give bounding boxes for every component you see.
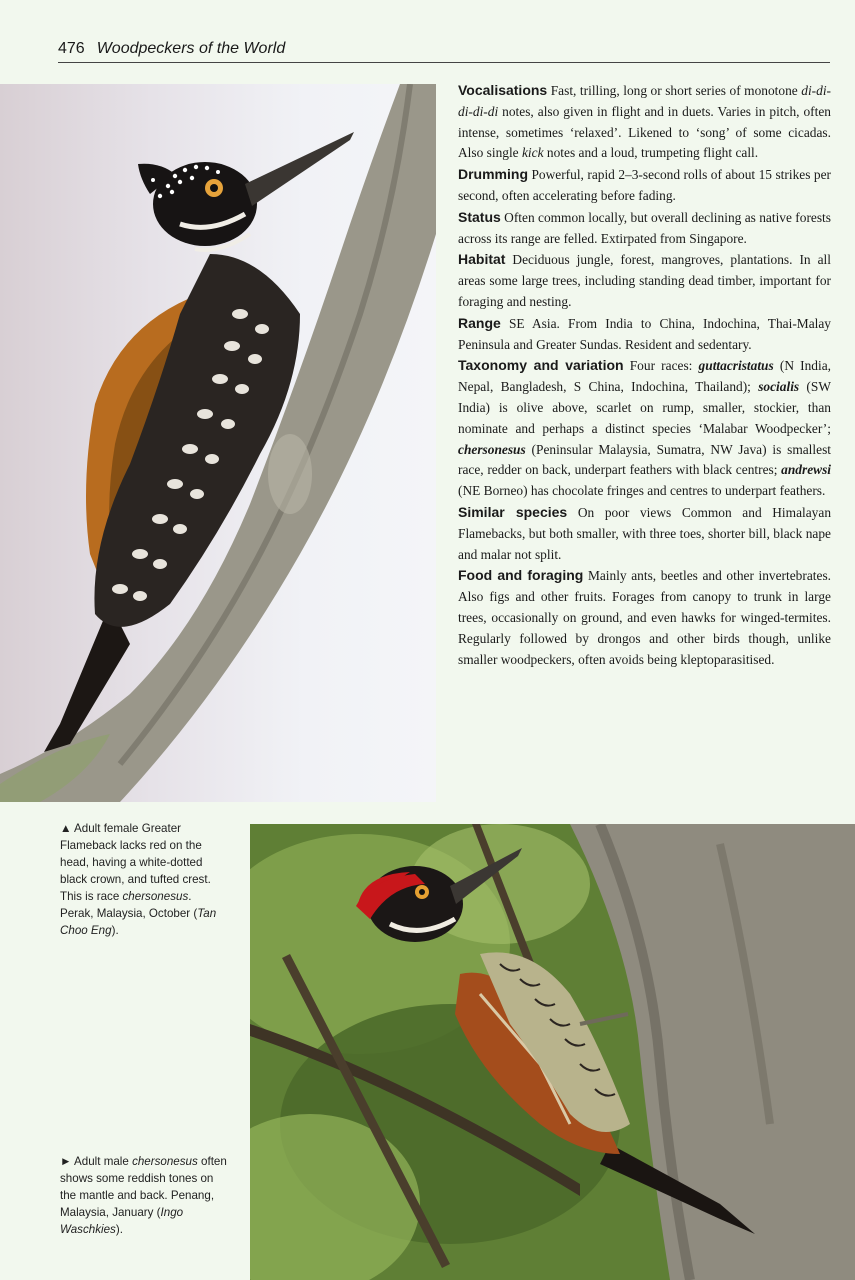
text-run: . Perak, Malaysia, October ( (60, 890, 198, 920)
text-run: di-di-di-di-di (458, 83, 831, 119)
section-status (458, 207, 831, 250)
section-heading: Food and foraging (458, 567, 584, 584)
section-habitat (458, 249, 831, 312)
page-number: 476 (58, 40, 85, 57)
section-heading: Drumming (458, 166, 528, 183)
section-heading: Vocalisations (458, 82, 548, 98)
section-heading: Status (458, 208, 501, 225)
section-heading: Similar species (458, 503, 568, 520)
text-run: socialis (758, 379, 800, 395)
section-range (458, 313, 831, 356)
text-run: chersonesus (132, 1155, 198, 1168)
section-taxonomy (458, 355, 831, 502)
text-run: Four races: (623, 358, 699, 374)
text-run: SE Asia. From India to China, Indochina, Thai-Malay Peninsula and Greater Sundas. Resident and sedentary. (458, 315, 831, 352)
page-header (58, 34, 830, 63)
caption-male-photo (60, 1153, 228, 1238)
text-run: (N India, Nepal, Bangladesh, S China, Indochina, Thailand); (458, 358, 831, 395)
photo-male-chersonesus (250, 824, 855, 1280)
text-run: guttacristatus (698, 358, 774, 374)
text-run: ). (115, 1223, 123, 1236)
section-heading: Habitat (458, 251, 506, 268)
text-run: ► Adult male (60, 1155, 133, 1168)
text-run: ). (111, 924, 119, 937)
caption-female-photo (60, 820, 228, 939)
text-run: notes, also given in flight and in duets. Varies in pitch, often intense, sometimes ‘relaxed’. Likened to ‘song’ of some cicadas. Also single (458, 103, 831, 161)
text-run: notes and a loud, trumpeting flight call. (543, 145, 759, 161)
text-run: often shows some reddish tones on the mantle and back. Penang, Malaysia, January ( (60, 1155, 227, 1219)
text-run: Often common locally, but overall declining as native forests across its range are felled. Extirpated from Singapore. (458, 209, 831, 246)
section-food-foraging (458, 565, 831, 670)
species-account-text (458, 80, 831, 670)
text-run: Fast, trilling, long or short series of monotone (547, 83, 802, 98)
text-run: (Peninsular Malaysia, Sumatra, NW Java) is smallest race, redder on back, underpart feathers with black centres; (458, 441, 831, 478)
text-run: Mainly ants, beetles and other invertebrates. Also figs and other fruits. Forages from canopy to trunk in large trees, occasionally on ground, and even hawks for winged-termites. Regularly followed by drongos and other birds though, unlike smaller woodpeckers, often avoids being kleptoparasitised. (458, 568, 831, 667)
text-run: Tan Choo Eng (60, 907, 217, 937)
section-heading: Range (458, 314, 501, 331)
text-run: chersonesus (458, 441, 526, 457)
text-run: Deciduous jungle, forest, mangroves, plantations. In all areas some large trees, including standing dead timber, important for foraging and nesting. (458, 252, 831, 309)
text-run: chersonesus (122, 890, 189, 903)
text-run: (SW India) is olive above, scarlet on rump, smaller, stockier, than nominate and perhaps a distinct species ‘Malabar Woodpecker’; (458, 379, 831, 436)
running-title: Woodpeckers of the World (96, 40, 286, 57)
section-similar-species (458, 502, 831, 565)
photo-female-flameback (0, 84, 436, 802)
text-run: Powerful, rapid 2–3-second rolls of about 15 strikes per second, often accelerating before fading. (458, 167, 831, 203)
text-run: andrewsi (781, 462, 831, 478)
text-run: Ingo Waschkies (60, 1206, 184, 1236)
section-drumming (458, 164, 831, 207)
text-run: kick (521, 145, 544, 161)
section-heading: Taxonomy and variation (458, 357, 624, 374)
text-run: (NE Borneo) has chocolate fringes and centres to underpart feathers. (458, 483, 826, 499)
section-vocalisations (458, 80, 831, 164)
text-run: On poor views Common and Himalayan Flamebacks, but both smaller, with three toes, shorter bill, black nape and malar not split. (458, 504, 832, 562)
text-run: ▲ Adult female Greater Flameback lacks red on the head, having a white-dotted black crown, and tufted crest. This is race (60, 822, 211, 903)
